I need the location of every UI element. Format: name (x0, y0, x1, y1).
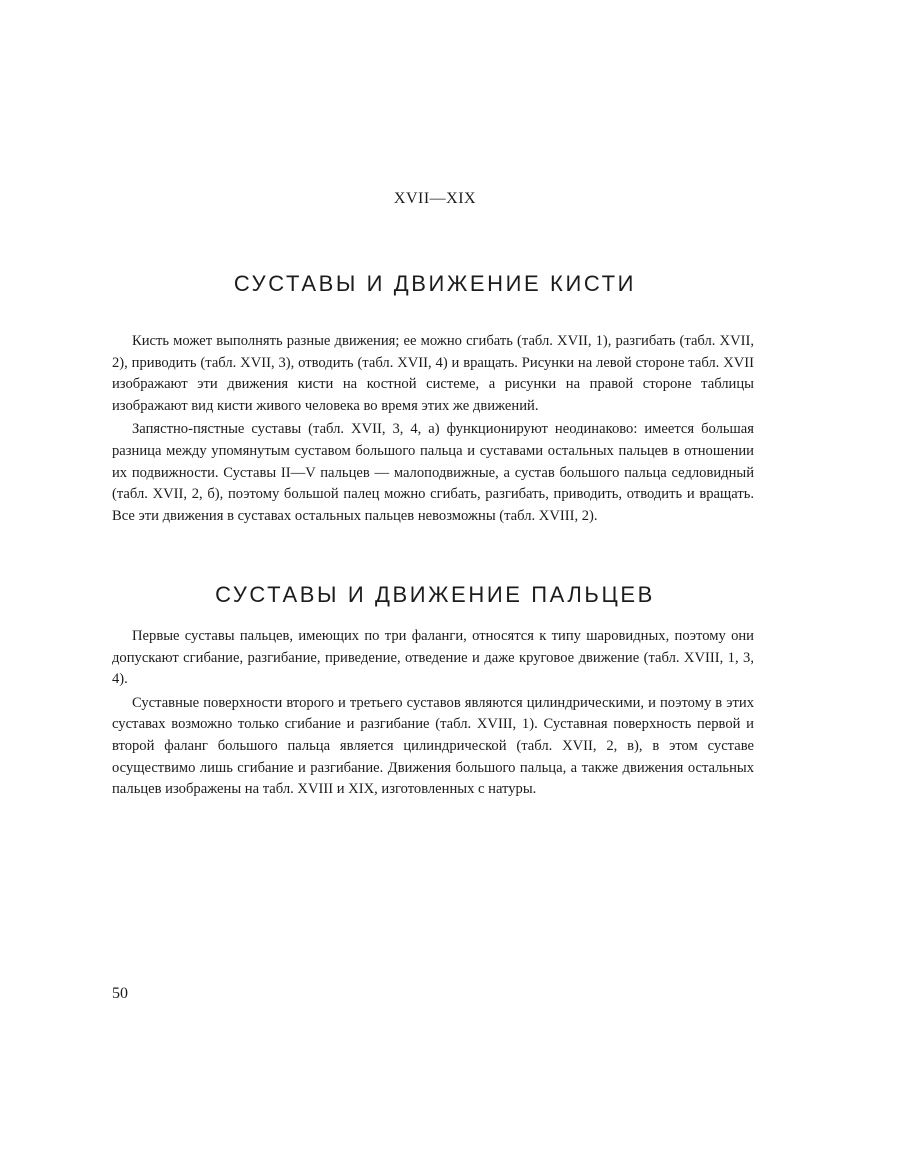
paragraph: Первые суставы пальцев, имеющих по три фаланги, относятся к типу шаровидных, поэтому они допускают сгибание, разгибание, приведение, отведение и даже круговое движение (табл. XVIII, 1, 3, 4). (112, 628, 754, 688)
paragraph: Запястно-пястные суставы (табл. XVII, 3, 4, а) функционируют неодинаково: имеется большая разница между упомянутым суставом большого пальца и суставами остальных пальцев в отношении их подвижности. Суставы II—V пальцев — малоподвижные, а сустав большого пальца седловидный (табл. XVII, 2, б), поэтому большой палец можно сгибать, разгибать, приводить, отводить и вращать. Все эти движения в суставах остальных пальцев невозможны (табл. XVIII, 2). (112, 421, 754, 524)
paragraph: Суставные поверхности второго и третьего суставов являются цилиндрическими, и поэтому в этих суставах возможно только сгибание и разгибание (табл. XVIII, 1). Суставная поверхность первой и второй фаланг большого пальца является цилиндрической (табл. XVII, 2, в), в этом суставе осуществимо лишь сгибание и разгибание. Движения большого пальца, а также движения остальных пальцев изображены на табл. XVIII и XIX, изготовленных с натуры. (112, 694, 754, 798)
section-title-finger-joints: СУСТАВЫ И ДВИЖЕНИЕ ПАЛЬЦЕВ (215, 582, 655, 607)
page-number: 50 (112, 985, 128, 1002)
plates-reference: XVII—XIX (393, 190, 477, 207)
paragraph: Кисть может выполнять разные движения; ее можно сгибать (табл. XVII, 1), разгибать (табл. XVII, 2), приводить (табл. XVII, 3), отводить (табл. XVII, 4) и вращать. Рисунки на левой стороне табл. XVII изображают эти движения кисти на костной системе, а рисунки на правой стороне таблицы изображают вид кисти живого человека во время этих же движений. (112, 333, 754, 414)
section-title-hand-joints: СУСТАВЫ И ДВИЖЕНИЕ КИСТИ (233, 271, 637, 296)
section-body-finger-joints (112, 626, 754, 803)
section-body-hand-joints (112, 331, 754, 529)
